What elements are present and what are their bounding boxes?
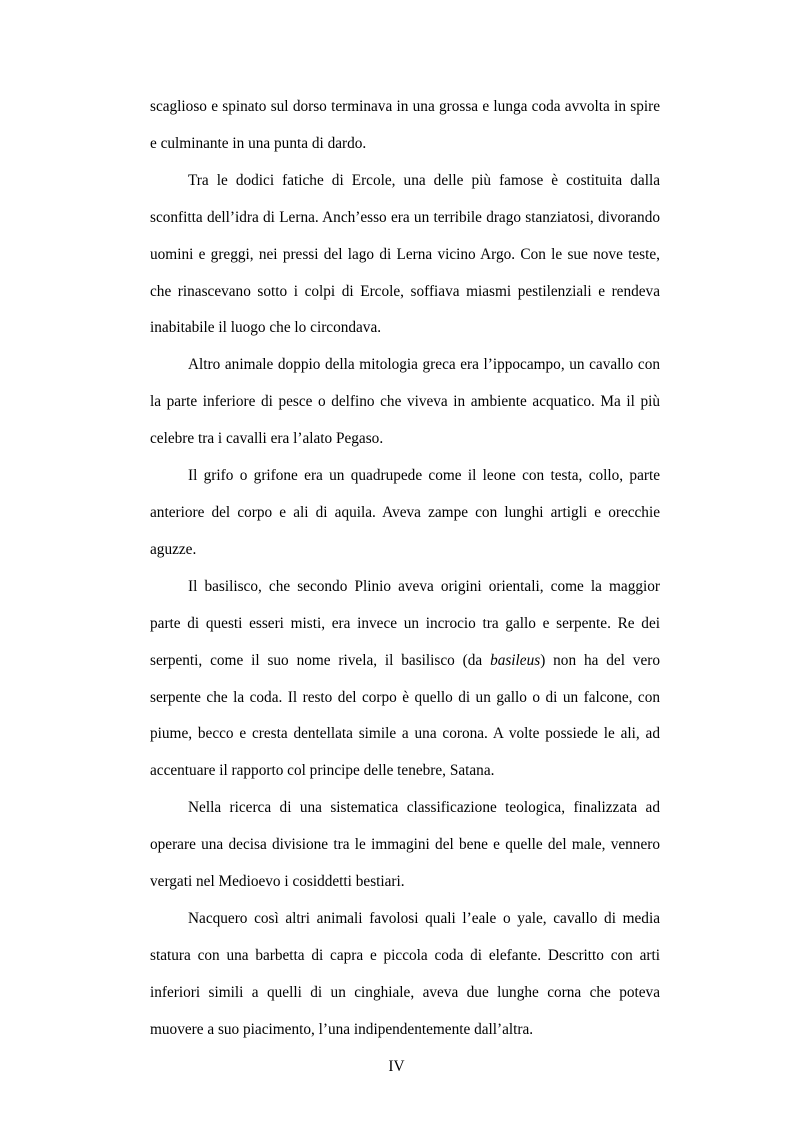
paragraph-continuation: scaglioso e spinato sul dorso terminava in una grossa e lunga coda avvolta in spire e culminante in una punta di dardo. xyxy=(150,98,660,152)
body-text xyxy=(150,89,660,1049)
paragraph-basilisco xyxy=(150,569,660,790)
paragraph-idra-di-lerna: Tra le dodici fatiche di Ercole, una delle più famose è costituita dalla sconfitta dell’idra di Lerna. Anch’esso era un terribile drago stanziatosi, divorando uomini e greggi, nei pressi del lago di Lerna vicino Argo. Con le sue nove teste, che rinascevano sotto i colpi di Ercole, soffiava miasmi pestilenziali e rendeva inabitabile il luogo che lo circondava. xyxy=(150,171,660,337)
paragraph-grifone: Il grifo o grifone era un quadrupede come il leone con testa, collo, parte anteriore del corpo e ali di aquila. Aveva zampe con lunghi artigli e orecchie aguzze. xyxy=(150,467,660,558)
basilisco-text-after: ) non ha del vero serpente che la coda. Il resto del corpo è quello di un gallo o di un falcone, con piume, becco e cresta dentellata simile a una corona. A volte possiede le ali, ad accentuare il rapporto col principe delle tenebre, Satana. xyxy=(150,651,660,780)
basilisco-text-before: Il basilisco, che secondo Plinio aveva origini orientali, come la maggior parte di questi esseri misti, era invece un incrocio tra gallo e serpente. Re dei serpenti, come il suo nome rivela, il basilisco (da xyxy=(150,577,660,669)
paragraph-bestiari: Nella ricerca di una sistematica classificazione teologica, finalizzata ad operare una decisa divisione tra le immagini del bene e quelle del male, vennero vergati nel Medioevo i cosiddetti bestiari. xyxy=(150,799,660,891)
page-number: IV xyxy=(388,1058,405,1075)
paragraph-eale: Nacquero così altri animali favolosi quali l’eale o yale, cavallo di media statura con una barbetta di capra e piccola coda di elefante. Descritto con arti inferiori simili a quelli di un cinghiale, aveva due lunghe corna che poteva muovere a suo piacimento, l’una indipendentemente dall’altra. xyxy=(150,909,660,1038)
paragraph-ippocampo: Altro animale doppio della mitologia greca era l’ippocampo, un cavallo con la parte inferiore di pesce o delfino che viveva in ambiente acquatico. Ma il più celebre tra i cavalli era l’alato Pegaso. xyxy=(150,356,660,448)
basileus-italic: basileus xyxy=(490,651,541,669)
